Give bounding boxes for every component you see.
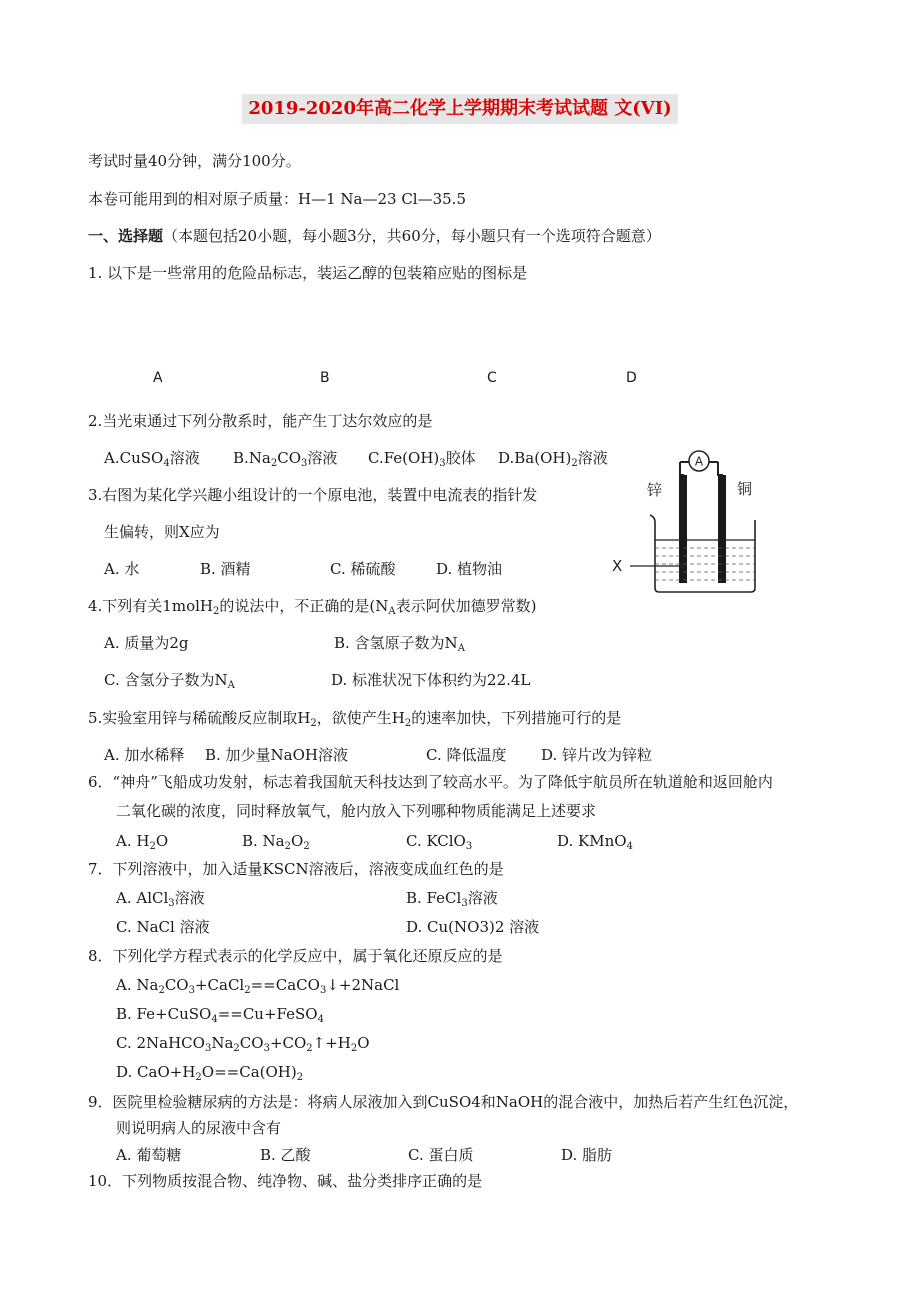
zinc-electrode	[679, 475, 687, 583]
q5-option-a: A. 加水稀释	[104, 746, 185, 764]
ammeter-label: A	[694, 454, 704, 469]
q1-label-d: D	[626, 370, 637, 386]
q4-option-b: B. 含氢原子数为$N_A$	[334, 634, 465, 654]
q7-option-b: B. FeCl$_3$溶液	[406, 889, 498, 909]
q6-stem-line2: 二氧化碳的浓度，同时释放氧气，舱内放入下列哪种物质能满足上述要求	[116, 802, 597, 820]
exam-time-info: 考试时量40分钟，满分100分。	[88, 152, 301, 170]
q6-option-c: C. KClO$_3$	[406, 832, 473, 852]
section-heading	[88, 226, 661, 246]
q5-stem: 5.实验室用锌与稀硫酸反应制取$H_2$，欲使产生$H_2$的速率加快，下列措施可行的是	[88, 709, 622, 729]
section-title: 一、选择题	[88, 227, 164, 245]
zinc-label: 锌	[647, 481, 663, 499]
q3-stem-line2: 生偏转，则X应为	[104, 523, 220, 541]
q4-option-c: C. 含氢分子数为$N_A$	[104, 671, 235, 691]
q1-stem: 1. 以下是一些常用的危险品标志，装运乙醇的包装箱应贴的图标是	[88, 264, 528, 282]
q10-stem: 10．下列物质按混合物、纯净物、碱、盐分类排序正确的是	[88, 1172, 483, 1190]
q7-option-a: A. AlCl$_3$溶液	[116, 889, 205, 909]
atomic-mass-info: 本卷可能用到的相对原子质量：H—1 Na—23 Cl—35.5	[88, 190, 466, 208]
q7-option-c: C. NaCl 溶液	[116, 918, 210, 936]
q4-stem: 4.下列有关1molH$_2$的说法中，不正确的是($N_A$表示阿伏加德罗常数)	[88, 597, 537, 617]
exam-title-wrap	[0, 94, 920, 124]
q7-option-d: D. Cu(NO3)2 溶液	[406, 918, 540, 936]
q9-stem-line1: 9．医院里检验糖尿病的方法是：将病人尿液加入到CuSO4和NaOH的混合液中，加热后若产生红色沉淀，	[88, 1093, 799, 1111]
q5-option-b: B. 加少量NaOH溶液	[205, 746, 349, 764]
x-label: X	[612, 557, 623, 575]
q2-option-c: $C.Fe(OH)_3$胶体	[368, 449, 476, 469]
q6-option-b: B. $Na_2O_2$	[242, 832, 310, 852]
q6-option-d: D. KMnO$_4$	[557, 832, 633, 852]
q9-option-a: A. 葡萄糖	[116, 1146, 182, 1164]
copper-label: 铜	[737, 480, 753, 498]
q2-stem: 2.当光束通过下列分散系时，能产生丁达尔效应的是	[88, 412, 433, 430]
galvanic-cell-diagram	[605, 440, 775, 605]
q1-label-c: C	[487, 370, 497, 386]
q8-option-c: C. $2NaHCO_3Na_2CO_3+CO_2↑+H_2O$	[116, 1034, 370, 1054]
q9-option-c: C. 蛋白质	[408, 1146, 474, 1164]
q4-option-d: D. 标准状况下体积约为22.4L	[331, 671, 531, 689]
q9-option-b: B. 乙酸	[260, 1146, 311, 1164]
exam-title: 2019-2020年高二化学上学期期末考试试题 文(VI)	[242, 94, 677, 124]
q8-stem: 8．下列化学方程式表示的化学反应中，属于氧化还原反应的是	[88, 947, 503, 965]
q2-option-a: A.CuSO$_4$溶液	[104, 449, 200, 469]
q3-option-d: D. 植物油	[436, 560, 503, 578]
section-note: （本题包括20小题，每小题3分，共60分，每小题只有一个选项符合题意）	[163, 227, 661, 245]
q3-option-c: C. 稀硫酸	[330, 560, 396, 578]
q8-option-d: D. $CaO+H_2O==Ca(OH)_2$	[116, 1063, 304, 1083]
q6-option-a: A. $H_2O$	[116, 832, 169, 852]
q8-option-b: B. Fe+CuSO$_4$==Cu+FeSO$_4$	[116, 1005, 324, 1025]
q5-option-c: C. 降低温度	[426, 746, 507, 764]
beaker	[650, 515, 755, 592]
q3-option-a: A. 水	[104, 560, 140, 578]
q2-option-b: $B.Na_2CO_3$溶液	[233, 449, 338, 469]
q7-stem: 7．下列溶液中，加入适量KSCN溶液后，溶液变成血红色的是	[88, 860, 504, 878]
q6-stem-line1: 6．“神舟”飞船成功发射，标志着我国航天科技达到了较高水平。为了降低宇航员所在轨道舱和返回舱内	[88, 773, 773, 791]
q3-option-b: B. 酒精	[200, 560, 251, 578]
q8-option-a: A. $Na_2CO_3+CaCl_2==CaCO_3↓+2NaCl$	[116, 976, 400, 996]
q5-option-d: D. 锌片改为锌粒	[541, 746, 653, 764]
q1-label-b: B	[320, 370, 330, 386]
q9-stem-line2: 则说明病人的尿液中含有	[116, 1119, 282, 1137]
q1-label-a: A	[153, 370, 163, 386]
q9-option-d: D. 脂肪	[561, 1146, 613, 1164]
q2-option-d: $D.Ba(OH)_2$溶液	[498, 449, 608, 469]
q3-stem-line1: 3.右图为某化学兴趣小组设计的一个原电池，装置中电流表的指针发	[88, 486, 538, 504]
q4-option-a: A. 质量为2g	[104, 634, 189, 652]
copper-electrode	[718, 475, 726, 583]
